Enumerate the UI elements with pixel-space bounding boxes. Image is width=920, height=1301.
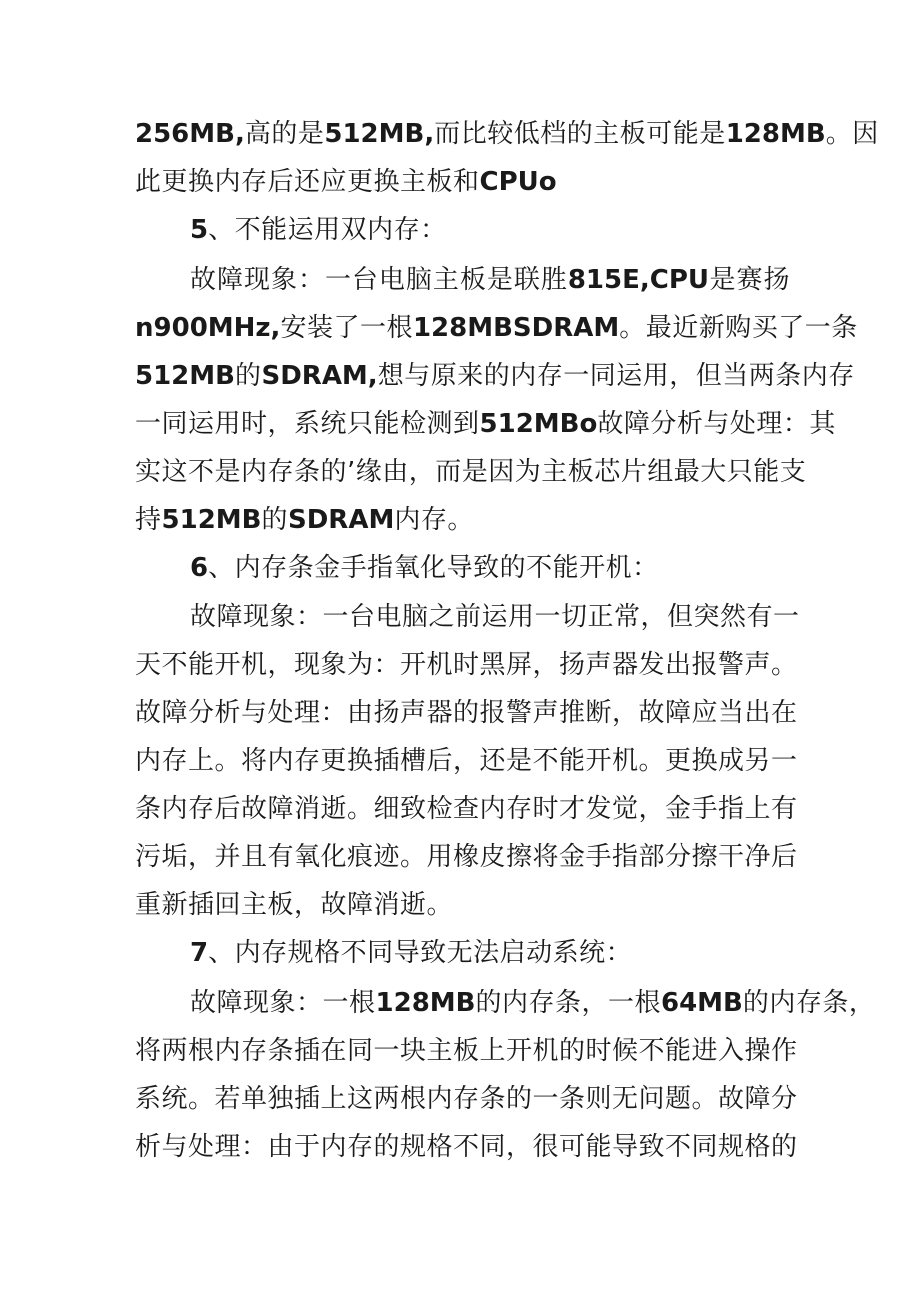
text-run: 。因 <box>825 119 879 149</box>
bold-text-run: 5 <box>190 215 209 245</box>
text-run: 析与处理：由于内存的规格不同，很可能导致不同规格的 <box>135 1132 798 1162</box>
text-line <box>190 983 876 1023</box>
text-run: 故障现象：一根 <box>190 988 376 1018</box>
text-line <box>135 741 798 781</box>
text-run: 内存上。将内存更换插槽后，还是不能开机。更换成另一 <box>135 746 798 776</box>
text-line <box>135 114 879 154</box>
text-run: 内存。 <box>394 505 474 535</box>
text-run: 污垢，并且有氧化痕迹。用橡皮擦将金手指部分擦干净后 <box>135 842 798 872</box>
bold-text-run: 128MB <box>375 988 476 1018</box>
text-line <box>135 837 798 877</box>
text-run: 故障分析与处理：由扬声器的报警声推断，故障应当出在 <box>135 698 798 728</box>
text-run: 、内存规格不同导致无法启动系统： <box>208 938 633 968</box>
bold-text-run: 128MBSDRAM <box>412 313 620 343</box>
bold-text-run: n900MHz, <box>135 313 281 343</box>
bold-text-run: 128MB <box>725 119 826 149</box>
text-line <box>135 162 557 202</box>
section-heading <box>190 933 632 973</box>
text-run: 故障现象：一台电脑之前运用一切正常，但突然有一 <box>190 602 800 632</box>
text-run: 一同运用时，系统只能检测到 <box>135 409 480 439</box>
text-line <box>135 1127 798 1167</box>
text-run: 、内存条金手指氧化导致的不能开机： <box>208 553 659 583</box>
bold-text-run: CPUo <box>479 167 557 197</box>
bold-text-run: 512MBo <box>479 409 598 439</box>
text-run: 的 <box>234 361 262 391</box>
text-run: 此更换内存后还应更换主板和 <box>135 167 480 197</box>
text-run: 的内存条，一根 <box>475 988 661 1018</box>
text-line <box>135 356 855 396</box>
text-run: 的内存条， <box>742 988 876 1018</box>
bold-text-run: SDRAM, <box>261 361 378 391</box>
section-heading <box>190 210 447 250</box>
bold-text-run: 815E,CPU <box>567 265 710 295</box>
text-run: 实这不是内存条的’缘由，而是因为主板芯片组最大只能支 <box>135 457 807 487</box>
text-run: 将两根内存条插在同一块主板上开机的时候不能进入操作 <box>135 1036 798 1066</box>
bold-text-run: 512MB <box>135 361 235 391</box>
text-run: 、不能运用双内存： <box>208 215 447 245</box>
text-line <box>190 597 800 637</box>
text-line <box>135 500 474 540</box>
bold-text-run: 7 <box>190 938 209 968</box>
text-line <box>135 885 453 925</box>
text-run: 安装了一根 <box>280 313 413 343</box>
text-run: 想与原来的内存一同运用，但当两条内存 <box>377 361 855 391</box>
text-run: 故障分析与处理：其 <box>597 409 836 439</box>
text-run: 。最近新购买了一条 <box>619 313 858 343</box>
text-run: 而比较低档的主板可能是 <box>434 119 726 149</box>
text-line <box>135 308 858 348</box>
text-run: 高的是 <box>244 119 325 149</box>
text-line <box>135 452 807 492</box>
bold-text-run: SDRAM <box>288 505 395 535</box>
text-line <box>190 260 790 300</box>
text-run: 是赛扬 <box>709 265 790 295</box>
text-run: 重新插回主板，故障消逝。 <box>135 890 454 920</box>
text-run: 系统。若单独插上这两根内存条的一条则无问题。故障分 <box>135 1084 798 1114</box>
text-run: 的 <box>261 505 288 535</box>
bold-text-run: 512MB, <box>324 119 435 149</box>
text-line <box>135 693 798 733</box>
text-line <box>135 645 798 685</box>
bold-text-run: 512MB <box>161 505 262 535</box>
text-run: 条内存后故障消逝。细致检查内存时才发觉，金手指上有 <box>135 794 798 824</box>
text-line <box>135 789 798 829</box>
section-heading <box>190 548 659 588</box>
bold-text-run: 6 <box>190 553 209 583</box>
bold-text-run: 256MB, <box>135 119 245 149</box>
text-line <box>135 1031 798 1071</box>
text-line <box>135 404 836 444</box>
text-run: 故障现象：一台电脑主板是联胜 <box>190 265 568 295</box>
text-run: 天不能开机，现象为：开机时黑屏，扬声器发出报警声。 <box>135 650 798 680</box>
bold-text-run: 64MB <box>661 988 743 1018</box>
text-run: 持 <box>135 505 162 535</box>
text-line <box>135 1079 798 1119</box>
